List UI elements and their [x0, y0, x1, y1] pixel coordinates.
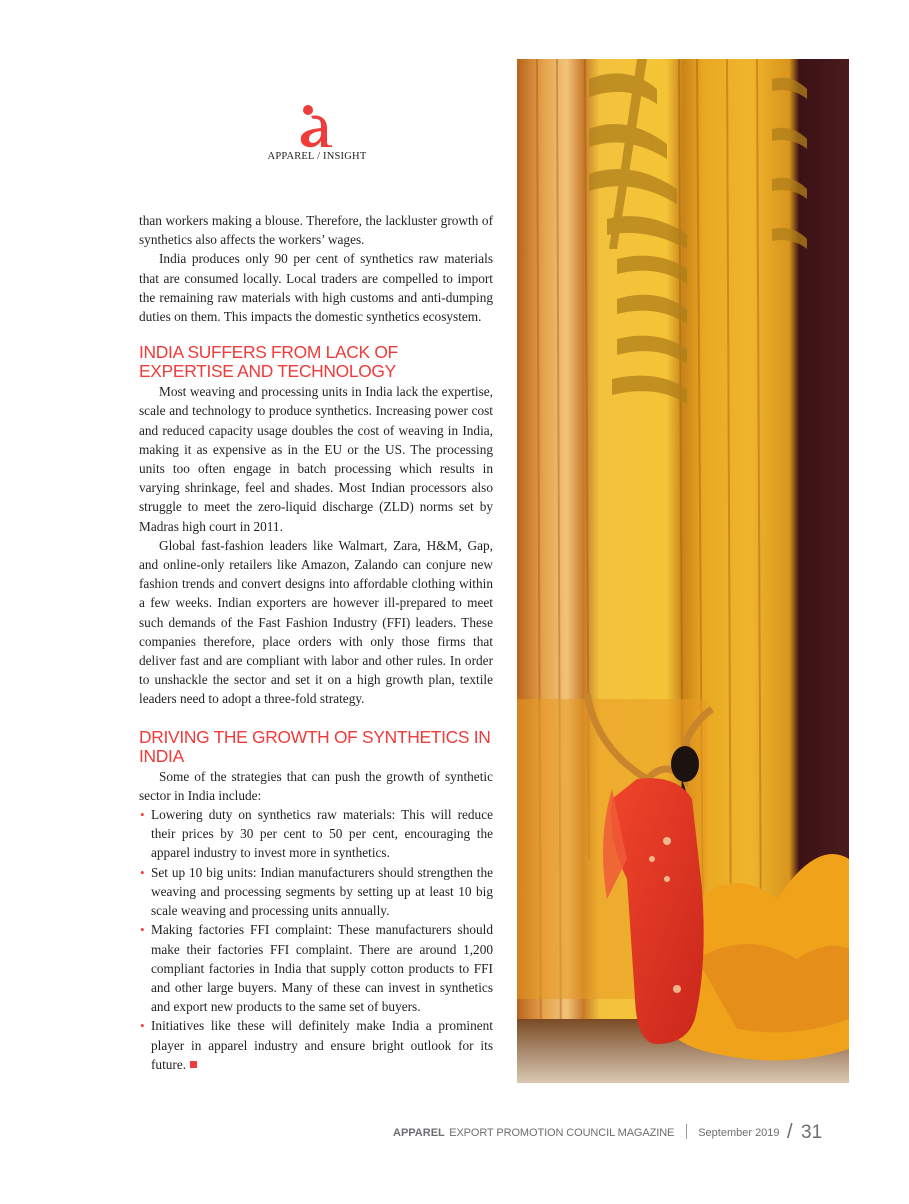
photo-illustration	[517, 59, 849, 1083]
article-photo	[517, 59, 849, 1083]
footer-divider	[686, 1124, 687, 1139]
list-item	[139, 920, 493, 1016]
paragraph: than workers making a blouse. Therefore, the lackluster growth of synthetics also affects the workers’ wages.	[139, 213, 493, 248]
list-item	[139, 1016, 493, 1074]
footer-issue-date: September 2019	[698, 1127, 780, 1139]
end-of-article-square-icon	[190, 1061, 197, 1068]
bullet-icon: •	[140, 1018, 145, 1034]
section-heading: INDIA SUFFERS FROM LACK OF EXPERTISE AND TECHNOLOGY	[139, 342, 398, 382]
article-body	[139, 211, 493, 1074]
list-item-text: Initiatives like these will definitely make India a prominent player in apparel industry and ensure bright outlook for its future.	[151, 1018, 493, 1072]
list-item-text: Lowering duty on synthetics raw materials: This will reduce their prices by 30 per cent to 50 per cent, encouraging the apparel industry to invest more in synthetics.	[151, 807, 493, 861]
page-number: 31	[801, 1122, 823, 1143]
paragraph: India produces only 90 per cent of synthetics raw materials that are consumed locally. Local traders are compelled to import the remaining raw materials with high customs and anti-dumping duties on them. This impacts the domestic synthetics ecosystem.	[139, 251, 493, 325]
bullet-icon: •	[140, 807, 145, 823]
page-footer	[393, 1121, 822, 1144]
section-header	[262, 104, 372, 162]
footer-brand: APPAREL	[393, 1127, 445, 1139]
apparel-logo-icon	[297, 104, 337, 148]
paragraph: Most weaving and processing units in India lack the expertise, scale and technology to produce synthetics. Increasing power cost and reduced capacity usage doubles the cost of weaving in India, making it as expensive as in the EU or the US. The processing units too often engage in batch processing which results in varying shrinkage, feel and shades. Most Indian processors also struggle to meet the zero-liquid discharge (ZLD) norms set by Madras high court in 2011.	[139, 384, 493, 534]
list-item-text: Making factories FFI complaint: These manufacturers should make their factories FFI complaint. There are around 1,200 compliant factories in India that supply cotton products to FFI and other large buyers. Many of these can invest in synthetics and export new products to the same set of buyers.	[151, 922, 493, 1015]
footer-magazine-name: EXPORT PROMOTION COUNCIL MAGAZINE	[449, 1127, 675, 1139]
paragraph: Global fast-fashion leaders like Walmart, Zara, H&M, Gap, and online-only retailers like Amazon, Zalando can conjure new fashion trends and convert designs into affordable clothing within a few weeks. Indian exporters are however ill-prepared to meet such demands of the Fast Fashion Industry (FFI) leaders. These companies therefore, place orders with only those firms that deliver fast and are compliant with labor and other rules. In order to unshackle the sector and set it on a high growth plan, textile leaders need to adopt a three-fold strategy.	[139, 537, 493, 707]
list-item	[139, 805, 493, 863]
list-item	[139, 863, 493, 921]
list-item-text: Set up 10 big units: Indian manufacturers should strengthen the weaving and processing segments by setting up at least 10 big scale weaving and processing units annually.	[151, 864, 493, 919]
paragraph: Some of the strategies that can push the growth of synthetic sector in India include:	[139, 768, 493, 803]
strategy-list	[139, 805, 493, 1074]
section-tag: APPAREL / INSIGHT	[267, 151, 367, 162]
bullet-icon: •	[140, 864, 145, 880]
bullet-icon: •	[140, 922, 145, 938]
section-heading: DRIVING THE GROWTH OF SYNTHETICS IN INDIA	[139, 726, 491, 766]
footer-slash: /	[787, 1121, 793, 1143]
